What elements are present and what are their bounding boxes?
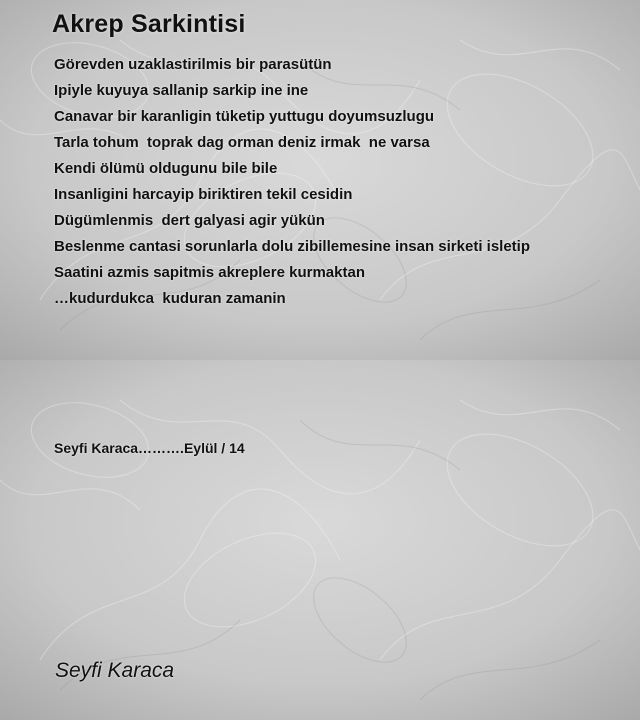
poem-line: Tarla tohum toprak dag orman deniz irmak ne varsa bbox=[54, 134, 430, 151]
poem-body bbox=[54, 52, 530, 312]
poem-line: Görevden uzaklastirilmis bir parasütün bbox=[54, 56, 332, 73]
poem-line: Canavar bir karanligin tüketip yuttugu doyumsuzlugu bbox=[54, 108, 435, 125]
poem-signature: Seyfi Karaca……….Eylül / 14 bbox=[54, 440, 245, 456]
poem-line: Beslenme cantasi sorunlarla dolu zibillemesine insan sirketi isletip bbox=[54, 238, 531, 255]
poem-title: Akrep Sarkintisi bbox=[52, 10, 246, 38]
poem-line: Kendi ölümü oldugunu bile bile bbox=[54, 160, 278, 177]
poem-line: …kudurdukca kuduran zamanin bbox=[54, 290, 286, 307]
poem-line: Dügümlenmis dert galyasi agir yükün bbox=[54, 212, 325, 229]
author-name: Seyfi Karaca bbox=[55, 659, 175, 682]
poem-line: Saatini azmis sapitmis akreplere kurmaktan bbox=[54, 264, 365, 281]
poem-line: Insanligini harcayip biriktiren tekil cesidin bbox=[54, 186, 353, 203]
poem-line: Ipiyle kuyuya sallanip sarkip ine ine bbox=[54, 82, 309, 99]
